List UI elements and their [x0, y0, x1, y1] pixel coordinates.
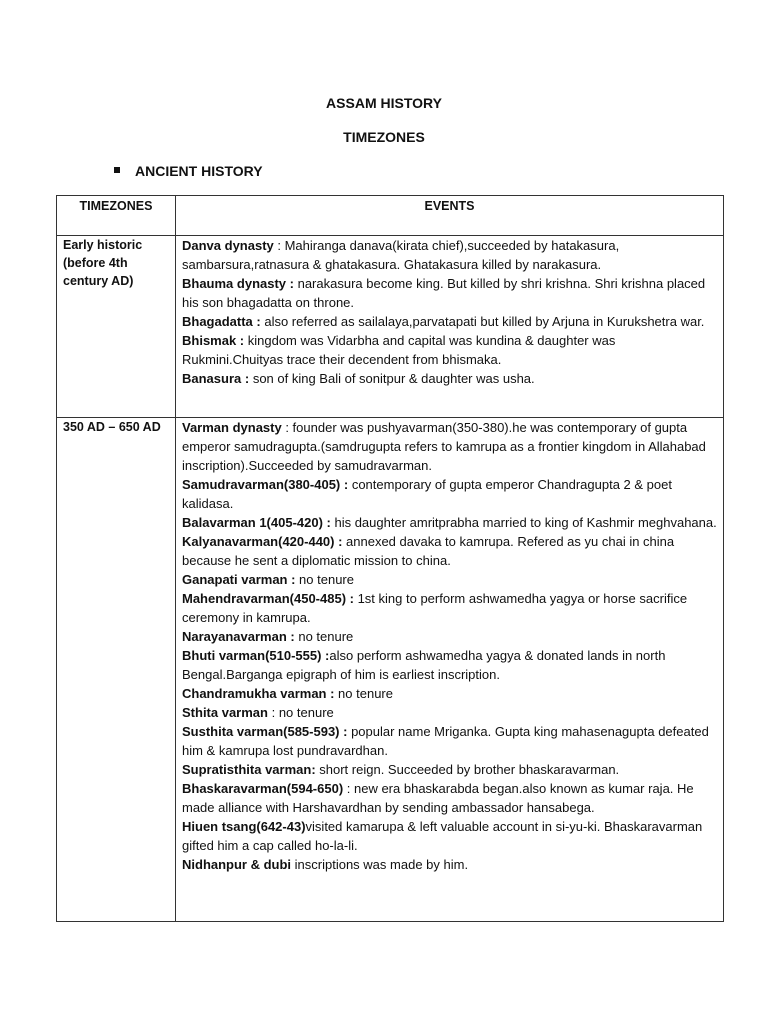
event-name: Danva dynasty [182, 238, 274, 253]
event-entry [182, 236, 717, 274]
event-entry [182, 274, 717, 312]
event-entry [182, 760, 717, 779]
event-description: annexed davaka to kamrupa. Refered as yu chai in china because he sent a diplomatic mission to china. [182, 534, 675, 568]
events-cell [176, 418, 724, 922]
event-description: : new era bhaskarabda began.also known as kumar raja. He made alliance with Harshavardhan by sending ambassador hansabega. [182, 781, 694, 815]
event-description: short reign. Succeeded by brother bhaskaravarman. [315, 762, 620, 777]
event-description: also referred as sailalaya,parvatapati but killed by Arjuna in Kurukshetra war. [260, 314, 705, 329]
header-events: EVENTS [176, 196, 724, 236]
event-entry [182, 475, 717, 513]
event-name: Ganapati varman : [182, 572, 296, 587]
document-title: ASSAM HISTORY [326, 95, 442, 111]
event-name: Balavarman 1(405-420) : [182, 515, 331, 530]
event-entry [182, 312, 717, 331]
timezone-cell [57, 418, 176, 922]
event-description: contemporary of gupta emperor Chandragupta 2 & poet kalidasa. [182, 477, 672, 511]
event-description: no tenure [295, 572, 354, 587]
event-name: Hiuen tsang(642-43) [182, 819, 306, 834]
event-description: narakasura become king. But killed by shri krishna. Shri krishna placed his son bhagadatta on throne. [182, 276, 706, 310]
event-entry [182, 855, 717, 874]
event-entry [182, 331, 717, 369]
event-name: Banasura : [182, 371, 250, 386]
event-description: : Mahiranga danava(kirata chief),succeeded by hatakasura, sambarsura,ratnasura & ghatakasura. Ghatakasura killed by narakasura. [182, 238, 620, 272]
event-entry [182, 779, 717, 817]
event-name: Nidhanpur & dubi [182, 857, 292, 872]
table-header-row [57, 196, 724, 236]
timezone-line: (before 4th [63, 256, 128, 270]
event-name: Kalyanavarman(420-440) : [182, 534, 343, 549]
events-cell [176, 236, 724, 418]
events-table [56, 195, 724, 922]
event-description: : no tenure [267, 705, 334, 720]
event-entry [182, 684, 717, 703]
bullet-icon [114, 167, 120, 173]
event-description: his daughter amritprabha married to king of Kashmir meghvahana. [330, 515, 717, 530]
header-timezones: TIMEZONES [57, 196, 176, 236]
event-description: no tenure [294, 629, 354, 644]
event-entry [182, 513, 717, 532]
event-entry [182, 369, 717, 388]
timezone-line: Early historic [63, 238, 143, 252]
event-description: 1st king to perform ashwamedha yagya or horse sacrifice ceremony in kamrupa. [182, 591, 688, 625]
timezone-line: century AD) [63, 274, 134, 288]
timezone-line: 350 AD – 650 AD [63, 420, 161, 434]
event-entry [182, 646, 717, 684]
event-description: inscriptions was made by him. [291, 857, 469, 872]
event-name: Chandramukha varman : [182, 686, 335, 701]
event-name: Bhismak : [182, 333, 245, 348]
event-description: visited kamarupa & left valuable account in si-yu-ki. Bhaskaravarman gifted him a cap called ho-la-li. [182, 819, 703, 853]
event-name: Bhagadatta : [182, 314, 261, 329]
event-entry [182, 627, 717, 646]
event-entry [182, 589, 717, 627]
event-name: Bhaskaravarman(594-650) [182, 781, 344, 796]
event-name: Supratisthita varman: [182, 762, 316, 777]
event-name: Narayanavarman : [182, 629, 295, 644]
event-entry [182, 570, 717, 589]
section-heading [114, 163, 263, 179]
event-name: Samudravarman(380-405) : [182, 477, 349, 492]
event-name: Mahendravarman(450-485) : [182, 591, 354, 606]
event-entry [182, 703, 717, 722]
event-entry [182, 817, 717, 855]
document-subtitle: TIMEZONES [343, 129, 425, 145]
event-name: Susthita varman(585-593) : [182, 724, 348, 739]
event-description: kingdom was Vidarbha and capital was kundina & daughter was Rukmini.Chuityas trace their decendent from bhismaka. [182, 333, 616, 367]
section-heading-label: ANCIENT HISTORY [135, 163, 263, 179]
table-row [57, 236, 724, 418]
timezone-cell [57, 236, 176, 418]
event-description: son of king Bali of sonitpur & daughter was usha. [249, 371, 535, 386]
event-name: Sthita varman [182, 705, 268, 720]
event-description: : founder was pushyavarman(350-380).he was contemporary of gupta emperor samudragupta.(samdrugupta refers to kamrupa as a frontier kingdom in Allahabad inscription).Succeeded by samudravarman. [182, 420, 706, 473]
event-description: also perform ashwamedha yagya & donated lands in north Bengal.Barganga epigraph of him is earliest inscription. [182, 648, 666, 682]
event-entry [182, 722, 717, 760]
event-description: no tenure [334, 686, 393, 701]
event-name: Varman dynasty [182, 420, 282, 435]
event-description: popular name Mriganka. Gupta king mahasenagupta defeated him & kamrupa lost pundravardhan. [182, 724, 709, 758]
event-entry [182, 418, 717, 475]
event-name: Bhuti varman(510-555) : [182, 648, 330, 663]
event-entry [182, 532, 717, 570]
event-name: Bhauma dynasty : [182, 276, 294, 291]
table-row [57, 418, 724, 922]
